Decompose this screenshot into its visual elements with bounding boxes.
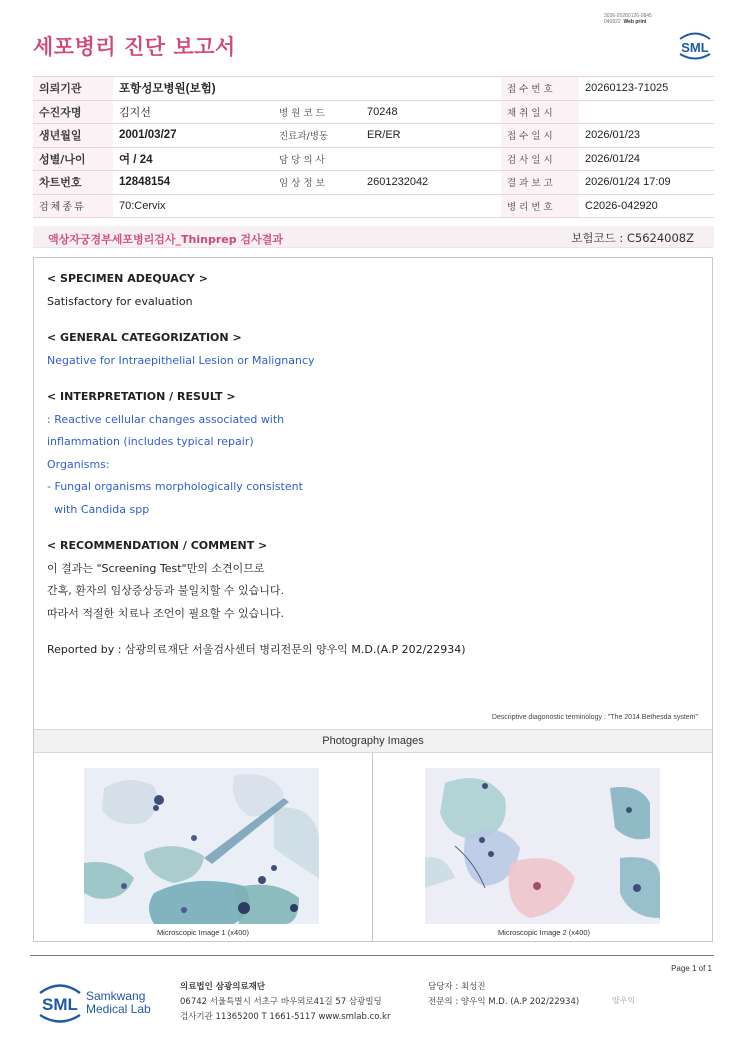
info-label: 검체종류 xyxy=(33,194,113,218)
microscopic-image-1 xyxy=(84,768,319,924)
print-stamp xyxy=(604,13,652,25)
result-text xyxy=(47,268,697,662)
info-label: 접수번호 xyxy=(501,77,579,101)
organization-name: 의료법인 삼광의료재단 xyxy=(180,982,266,992)
info-value: 20260123-71025 xyxy=(579,77,714,101)
info-value: C2026-042920 xyxy=(579,194,714,218)
general-categorization-heading: < GENERAL CATEGORIZATION > xyxy=(47,331,242,344)
info-label: 생년월일 xyxy=(33,124,113,148)
microscopic-image-2 xyxy=(425,768,660,924)
sml-logo-icon xyxy=(36,980,84,1024)
info-value: 2026/01/24 xyxy=(579,147,714,171)
info-label: 결과보고 xyxy=(501,171,579,195)
recommendation-heading: < RECOMMENDATION / COMMENT > xyxy=(47,539,268,552)
info-label: 검사일시 xyxy=(501,147,579,171)
interpretation-heading: < INTERPRETATION / RESULT > xyxy=(47,390,236,403)
brand-line-1: Samkwang xyxy=(86,989,146,1003)
info-value: 김지선 xyxy=(113,100,273,124)
recommendation-line: 따라서 적절한 치료나 조언이 필요할 수 있습니다. xyxy=(47,606,284,620)
info-value xyxy=(579,100,714,124)
patient-info-table xyxy=(33,76,714,218)
info-label: 수진자명 xyxy=(33,100,113,124)
info-row xyxy=(33,77,714,101)
interpretation-line: Organisms: xyxy=(47,457,110,471)
info-value: 2601232042 xyxy=(361,171,501,195)
organization-info xyxy=(180,980,390,1025)
organization-contact: 검사기관 11365200 T 1661-5117 www.smlab.co.kr xyxy=(180,1012,391,1022)
image-2-caption: Microscopic Image 2 (x400) xyxy=(497,928,591,937)
info-row xyxy=(33,124,714,148)
brand-line-2: Medical Lab xyxy=(86,1002,151,1016)
info-label: 의뢰기관 xyxy=(33,77,113,101)
info-value: 2026/01/23 xyxy=(579,124,714,148)
photo-divider xyxy=(372,753,373,941)
logo-text: SML xyxy=(42,995,78,1014)
photo-section-title: Photography Images xyxy=(34,729,712,753)
info-value xyxy=(361,147,501,171)
specialist: 전문의 : 양우익 M.D. (A.P 202/22934) xyxy=(428,997,580,1007)
signature: 양우익 xyxy=(612,996,636,1005)
exam-title: 액상자궁경부세포병리검사_Thinprep 검사결과 xyxy=(48,233,283,246)
terminology-note: Descriptive diagonostic terminology : "The 2014 Bethesda system" xyxy=(491,714,698,721)
info-value: 여 / 24 xyxy=(113,147,273,171)
info-value: 12848154 xyxy=(113,171,273,195)
info-row xyxy=(33,100,714,124)
info-label: 병리번호 xyxy=(501,194,579,218)
info-value: 2026/01/24 17:09 xyxy=(579,171,714,195)
page-title: 세포병리 진단 보고서 xyxy=(33,35,236,59)
sml-logo-icon xyxy=(676,30,714,60)
info-label: 접수일시 xyxy=(501,124,579,148)
general-categorization-text: Negative for Intraepithelial Lesion or Malignancy xyxy=(47,353,315,367)
info-label: 채취일시 xyxy=(501,100,579,124)
exam-title-bar xyxy=(33,226,714,248)
specimen-adequacy-text: Satisfactory for evaluation xyxy=(47,294,193,308)
print-stamp-code: 040822 xyxy=(604,19,621,25)
staff-info xyxy=(428,980,579,1010)
organization-address: 06742 서울특별시 서초구 바우뫼로41길 57 삼광빌딩 xyxy=(180,997,382,1007)
info-row xyxy=(33,147,714,171)
info-value: 2001/03/27 xyxy=(113,124,273,148)
specimen-adequacy-heading: < SPECIMEN ADEQUACY > xyxy=(47,272,208,285)
info-label: 성별/나이 xyxy=(33,147,113,171)
print-stamp-id: 3036-20260126-0845 xyxy=(604,13,652,19)
info-value: 70248 xyxy=(361,100,501,124)
print-stamp-web: Web print xyxy=(623,19,647,25)
recommendation-line: 이 결과는 "Screening Test"만의 소견이므로 xyxy=(47,561,265,575)
page-number: Page 1 of 1 xyxy=(671,964,712,973)
interpretation-line: with Candida spp xyxy=(47,502,150,516)
insurance-code: 보험코드 : C5624008Z xyxy=(571,231,694,245)
info-value: ER/ER xyxy=(361,124,501,148)
info-row xyxy=(33,171,714,195)
staff-in-charge: 담당자 : 최성진 xyxy=(428,982,486,992)
info-value: 70:Cervix xyxy=(113,194,501,218)
interpretation-line: - Fungal organisms morphologically consistent xyxy=(47,480,303,493)
interpretation-line: inflammation (includes typical repair) xyxy=(47,435,254,448)
footer-divider xyxy=(30,955,714,956)
result-box xyxy=(33,257,713,942)
info-label: 진료과/병동 xyxy=(273,124,361,148)
info-label: 담당의사 xyxy=(273,147,361,171)
interpretation-line: : Reactive cellular changes associated with xyxy=(47,412,285,426)
info-value: 포항성모병원(보험) xyxy=(113,77,501,101)
image-1-caption: Microscopic Image 1 (x400) xyxy=(156,928,250,937)
info-label: 차트번호 xyxy=(33,171,113,195)
info-row xyxy=(33,194,714,218)
info-label: 임상정보 xyxy=(273,171,361,195)
brand-name xyxy=(86,990,151,1016)
reported-by: Reported by : 삼광의료재단 서울검사센터 병리전문의 양우익 M.D.(A.P 202/22934) xyxy=(47,643,466,656)
info-label: 병원코드 xyxy=(273,100,361,124)
recommendation-line: 간혹, 환자의 임상증상등과 불일치할 수 있습니다. xyxy=(47,584,284,597)
logo-text: SML xyxy=(681,40,709,55)
